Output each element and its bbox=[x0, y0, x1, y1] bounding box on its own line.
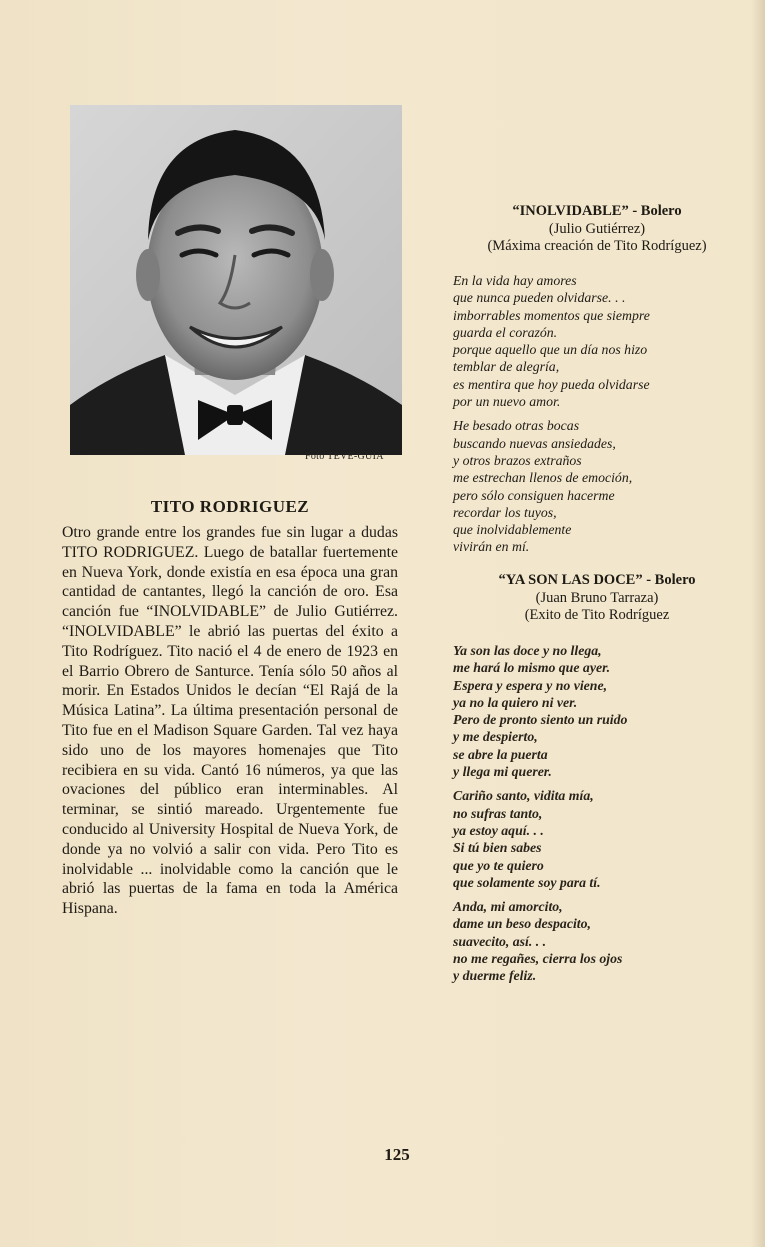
stanza bbox=[453, 417, 753, 555]
lyric-line: porque aquello que un día nos hizo bbox=[453, 342, 648, 358]
page-number: 125 bbox=[384, 1145, 410, 1164]
stanza bbox=[453, 642, 753, 780]
lyric-line: Ya son las doce y no llega, bbox=[453, 643, 602, 658]
lyric-line: imborrables momentos que siempre bbox=[453, 307, 650, 323]
lyric-line: temblar de alegría, bbox=[453, 359, 560, 375]
lyric-line: pero sólo consiguen hacerme bbox=[453, 487, 615, 503]
lyric-line: que inolvidablemente bbox=[453, 522, 572, 538]
article-body bbox=[62, 523, 398, 919]
song2-header bbox=[452, 572, 742, 625]
lyric-line: es mentira que hoy pueda olvidarse bbox=[453, 376, 650, 392]
lyric-line: En la vida hay amores bbox=[453, 273, 577, 288]
lyric-line: Cariño santo, vidita mía, bbox=[453, 788, 594, 804]
lyric-line: buscando nuevas ansiedades, bbox=[453, 435, 616, 451]
lyric-line: no me regañes, cierra los ojos bbox=[453, 951, 623, 967]
lyric-line: y llega mi querer. bbox=[453, 764, 552, 780]
portrait-photo bbox=[70, 105, 402, 455]
article-paragraph: Otro grande entre los grandes fue sin lugar a dudas TITO RODRIGUEZ. Luego de batallar fuertemente en Nueva York, donde existía en esa época una gran cantidad de cantantes, llegó la canción de oro. Esa canción fue “INOLVIDABLE” de Julio Gutiérrez. “INOLVIDABLE” le abrió las puertas del éxito a Tito Rodríguez. Tito nació el 4 de enero de 1923 en el Barrio Obrero de Santurce. Tenía sólo 50 años al morir. En Estados Unidos le decían “El Rajá de la Música Latina”. La última presentación personal de Tito fue en el Madison Square Garden. Tal vez haya sido uno de los mayores homenajes que Tito recibiera en su vida. Cantó 16 números, ya que las ovaciones del público eran interminables. Al terminar, se sintió mareado. Urgentemente fue conducido al University Hospital de Nueva York, de donde ya no volvió a salir con vida. Pero Tito es inolvidable ... inolvidable como la canción que le abrió las puertas de la fama en toda la América Hispana. bbox=[62, 524, 398, 918]
lyric-line: me hará lo mismo que ayer. bbox=[453, 660, 611, 676]
lyric-line: vivirán en mí. bbox=[453, 539, 530, 555]
lyric-line: recordar los tuyos, bbox=[453, 504, 557, 520]
song2-lyrics bbox=[453, 642, 753, 992]
song1-title: “INOLVIDABLE” - Bolero bbox=[512, 203, 682, 219]
lyric-line: me estrechan llenos de emoción, bbox=[453, 470, 633, 486]
lyric-line: se abre la puerta bbox=[453, 746, 548, 762]
portrait-illustration bbox=[70, 105, 402, 455]
lyric-line: suavecito, así. . . bbox=[453, 933, 547, 949]
lyric-line: que nunca pueden olvidarse. . . bbox=[453, 290, 626, 306]
lyric-line: He besado otras bocas bbox=[453, 418, 580, 434]
lyric-line: no sufras tanto, bbox=[453, 805, 543, 821]
lyric-line: ya estoy aquí. . . bbox=[453, 822, 544, 838]
song2-author: (Juan Bruno Tarraza) bbox=[535, 589, 659, 606]
song1-note: (Máxima creación de Tito Rodríguez) bbox=[487, 238, 707, 254]
song1-header bbox=[452, 203, 742, 256]
lyric-line: y duerme feliz. bbox=[453, 968, 537, 984]
photo-credit: Foto TEVE-GUIA bbox=[305, 451, 384, 462]
lyric-line: dame un beso despacito, bbox=[453, 916, 591, 932]
song1-lyrics bbox=[453, 272, 753, 563]
lyric-line: por un nuevo amor. bbox=[453, 394, 561, 410]
stanza bbox=[453, 272, 753, 410]
lyric-line: guarda el corazón. bbox=[453, 324, 558, 340]
lyric-line: Si tú bien sabes bbox=[453, 840, 542, 856]
lyric-line: Pero de pronto siento un ruido bbox=[453, 712, 628, 728]
stanza bbox=[453, 787, 753, 891]
song2-title: “YA SON LAS DOCE” - Bolero bbox=[498, 572, 696, 588]
lyric-line: y me despierto, bbox=[453, 729, 538, 745]
stanza bbox=[453, 898, 753, 984]
song1-author: (Julio Gutiérrez) bbox=[548, 220, 646, 237]
lyric-line: que yo te quiero bbox=[453, 857, 544, 873]
article-title: TITO RODRIGUEZ bbox=[150, 497, 310, 516]
song2-note: (Exito de Tito Rodríguez bbox=[524, 607, 670, 623]
lyric-line: ya no la quiero ni ver. bbox=[453, 694, 578, 710]
lyric-line: y otros brazos extraños bbox=[453, 452, 582, 468]
lyric-line: Anda, mi amorcito, bbox=[453, 899, 563, 915]
lyric-line: que solamente soy para tí. bbox=[453, 874, 601, 890]
lyric-line: Espera y espera y no viene, bbox=[453, 677, 608, 693]
